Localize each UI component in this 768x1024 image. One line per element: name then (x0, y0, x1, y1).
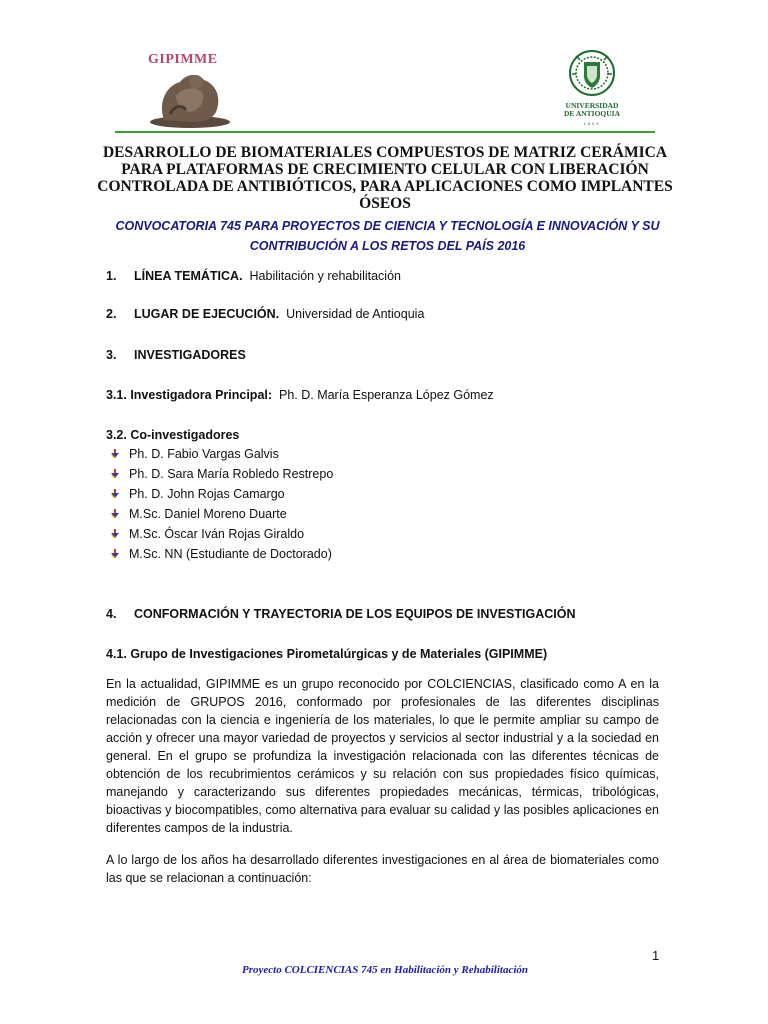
udea-logo-line1: UNIVERSIDAD (565, 101, 619, 110)
section-3-label: INVESTIGADORES (134, 348, 246, 362)
paragraph-gipimme: En la actualidad, GIPIMME es un grupo reconocido por COLCIENCIAS, clasificado como A en la medición de GRUPOS 2016, conformado por profesionales de las diferentes disciplinas relacionadas con la ciencia e ingeniería de los materiales, lo que le permite ampliar su campo de acción y ofrecer una mayor variedad de proyectos y servicios al sector industrial y a la sociedad en general. En el grupo se profundiza la investigación relacionada con las diferentes técnicas de obtención de los recubrimientos cerámicos y su relación con sus propiedades físico químicas, manejando y caracterizando sus diferentes propiedades mecánicas, térmicas, tribológicas, bioactivas y biocompatibles, como alternativa para evaluar su calidad y las posibles aplicaciones en diferentes campos de la industria. (106, 677, 659, 835)
section-4-1 (106, 646, 547, 662)
section-1-label: LÍNEA TEMÁTICA. (134, 269, 243, 283)
arrow-bullet-icon (110, 529, 120, 539)
list-item (110, 504, 333, 524)
arrow-bullet-icon (110, 509, 120, 519)
list-item (110, 464, 333, 484)
page-footer: Proyecto COLCIENCIAS 745 en Habilitación y Rehabilitación (241, 964, 528, 976)
arrow-bullet-icon (110, 549, 120, 559)
section-3-1 (106, 387, 494, 403)
section-3-1-value: Ph. D. María Esperanza López Gómez (278, 388, 494, 402)
udea-shield-icon (556, 48, 628, 100)
section-2-number: 2. (106, 307, 117, 321)
section-2-label: LUGAR DE EJECUCIÓN. (134, 307, 280, 321)
list-item (110, 544, 333, 564)
section-1-value: Habilitación y rehabilitación (249, 269, 401, 283)
coinvestigator-name: Ph. D. Fabio Vargas Galvis (129, 447, 279, 461)
udea-logo-year: 1803 (583, 121, 601, 126)
arrow-bullet-icon (110, 469, 120, 479)
section-3-2 (106, 427, 239, 443)
document-subtitle: CONVOCATORIA 745 PARA PROYECTOS DE CIENCIA Y TECNOLOGÍA E INNOVACIÓN Y SU CONTRIBUCIÓN A LOS RETOS DEL PAÍS 2016 (115, 219, 660, 253)
arrow-bullet-icon (110, 489, 120, 499)
section-4-1-label: 4.1. Grupo de Investigaciones Pirometalúrgicas y de Materiales (GIPIMME) (106, 647, 548, 661)
arrow-bullet-icon (110, 449, 120, 459)
coinvestigator-name: M.Sc. NN (Estudiante de Doctorado) (129, 547, 332, 561)
list-item (110, 444, 333, 464)
udea-logo-line2: DE ANTIOQUIA (563, 109, 621, 118)
header-rule (115, 131, 655, 133)
section-4-number: 4. (106, 607, 117, 621)
section-3-1-label: 3.1. Investigadora Principal: (106, 388, 273, 402)
coinvestigators-list (110, 444, 333, 564)
section-3-2-label: 3.2. Co-investigadores (106, 428, 240, 442)
section-2-value: Universidad de Antioquia (286, 307, 425, 321)
list-item (110, 484, 333, 504)
sculpture-icon (146, 52, 234, 130)
page-number: 1 (652, 948, 660, 963)
coinvestigator-name: M.Sc. Daniel Moreno Duarte (129, 507, 287, 521)
coinvestigator-name: M.Sc. Óscar Iván Rojas Giraldo (129, 527, 305, 541)
section-2 (106, 306, 424, 322)
coinvestigator-name: Ph. D. Sara María Robledo Restrepo (129, 467, 334, 481)
document-title: DESARROLLO DE BIOMATERIALES COMPUESTOS DE MATRIZ CERÁMICA PARA PLATAFORMAS DE CRECIMIENTO CELULAR CON LIBERACIÓN CONTROLADA DE ANTIBIÓTICOS, PARA APLICACIONES COMO IMPLANTES ÓSEOS (97, 144, 673, 212)
list-item (110, 524, 333, 544)
section-1-number: 1. (106, 269, 117, 283)
gipimme-logo (146, 52, 234, 130)
section-4 (106, 606, 576, 622)
section-4-label: CONFORMACIÓN Y TRAYECTORIA DE LOS EQUIPOS DE INVESTIGACIÓN (134, 607, 576, 621)
coinvestigator-name: Ph. D. John Rojas Camargo (129, 487, 285, 501)
gipimme-logo-text: GIPIMME (148, 52, 218, 67)
udea-logo (556, 48, 628, 130)
section-3-number: 3. (106, 348, 117, 362)
paragraph-biomaterials: A lo largo de los años ha desarrollado diferentes investigaciones en al área de biomateriales como las que se relacionan a continuación: (106, 853, 659, 885)
section-3 (106, 347, 246, 363)
section-1 (106, 268, 401, 284)
